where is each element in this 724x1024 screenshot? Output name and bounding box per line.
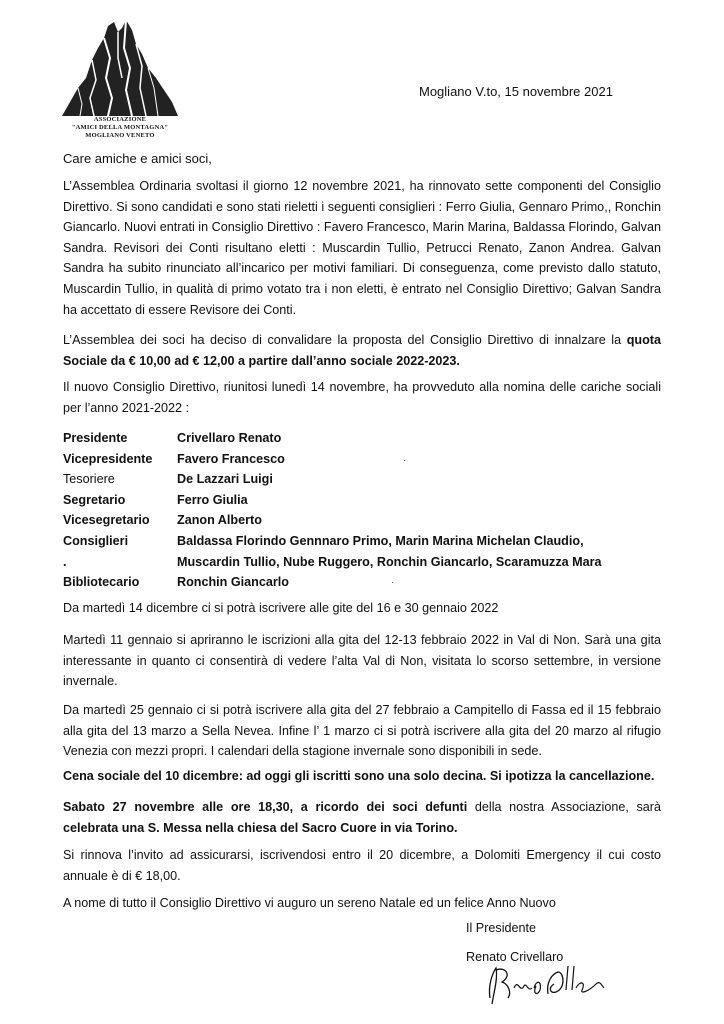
role-name: Favero Francesco — [177, 451, 285, 466]
role-row — [63, 552, 663, 573]
paragraph-mass-bold: Sabato 27 novembre alle ore 18,30, a ricordo dei soci defunti — [63, 800, 468, 814]
handwritten-signature — [478, 958, 608, 1008]
role-label: Vicepresidente — [63, 451, 153, 466]
role-name: Baldassa Florindo Gennnaro Primo, Marin Marina Michelan Claudio, — [177, 533, 584, 548]
role-label: Tesoriere — [63, 472, 115, 487]
role-name: Zanon Alberto — [177, 513, 262, 528]
role-row — [63, 449, 663, 470]
role-name: Crivellaro Renato — [177, 431, 282, 445]
stray-mark: · — [403, 455, 407, 466]
paragraph-quota — [63, 330, 661, 371]
paragraph-assembly: L’Assemblea Ordinaria svoltasi il giorno 12 novembre 2021, ha rinnovato sette componenti del Consiglio Direttivo. Si sono candidati e sono stati rieletti i seguenti consiglieri : Ferro Giulia, Gennaro Primo,, Ronchin Giancarlo. Nuovi entrati in Consiglio Direttivo : Favero Francesco, Marin Marina, Baldassa Florindo, Galvan Sandra. Revisori dei Conti risultano eletti : Muscardin Tullio, Petrucci Renato, Zanon Andrea. Galvan Sandra ha subito rinunciato all’incarico per motivi familiari. Di conseguenza, come previsto dallo statuto, Muscardin Tullio, in qualità di primo votato tra i non eletti, è entrato nel Consiglio Direttivo; Galvan Sandra ha accettato di essere Revisore dei Conti. — [63, 179, 661, 317]
role-row — [63, 531, 663, 552]
role-label: Segretario — [63, 492, 126, 507]
role-name: Muscardin Tullio, Nube Ruggero, Ronchin Giancarlo, Scaramuzza Mara — [177, 554, 602, 569]
role-name: De Lazzari Luigi — [177, 472, 273, 487]
paragraph-january-trips: Da martedì 14 dicembre ci si potrà iscrivere alle gite del 16 e 30 gennaio 2022 — [63, 601, 499, 615]
role-label: Vicesegretario — [63, 513, 150, 528]
paragraph-dinner: Cena sociale del 10 dicembre: ad oggi gli iscritti sono una solo decina. Si ipotizza la cancellazione. — [63, 769, 655, 783]
role-label: Presidente — [63, 431, 128, 445]
mountain-logo — [60, 18, 180, 118]
paragraph-quota-text: L’Assemblea dei soci ha deciso di convalidare la proposta del Consiglio Direttivo di innalzare la — [63, 333, 627, 347]
role-label: . — [63, 554, 67, 569]
letter-date: Mogliano V.to, 15 novembre 2021 — [419, 84, 613, 99]
association-name — [40, 116, 200, 140]
role-name: Ferro Giulia — [177, 492, 248, 507]
signature-title: Il Presidente — [466, 921, 537, 935]
paragraph-val-di-non: Martedì 11 gennaio si apriranno le iscrizioni alla gita del 12-13 febbraio 2022 in Val di Non. Sarà una gita interessante in quanto ci consentirà di vedere l’alta Val di Non, visitata lo scorso settembre, in versione invernale. — [63, 633, 661, 689]
stray-mark: · — [391, 577, 395, 588]
role-label: Consiglieri — [63, 533, 129, 548]
role-label: Bibliotecario — [63, 575, 140, 590]
paragraph-mass-bold: celebrata una S. Messa nella chiesa del Sacro Cuore in via Torino. — [63, 820, 458, 835]
association-line: MOGLIANO VENETO — [85, 132, 155, 139]
role-row — [63, 510, 663, 531]
roles-list — [63, 428, 663, 593]
role-name: Ronchin Giancarlo — [177, 575, 289, 590]
role-row — [63, 428, 663, 449]
paragraph-greetings: A nome di tutto il Consiglio Direttivo vi auguro un sereno Natale ed un felice Anno Nuovo — [63, 896, 556, 910]
greeting: Care amiche e amici soci, — [63, 151, 212, 166]
paragraph-quota-bold: quota Sociale da € 10,00 ad € 12,00 a partire dall’anno sociale 2022-2023. — [63, 333, 661, 368]
role-row — [63, 572, 663, 593]
association-line: "AMICI DELLA MONTAGNA" — [71, 124, 169, 131]
role-row — [63, 490, 663, 511]
paragraph-mass-text: della nostra Associazione, sarà — [467, 800, 661, 814]
paragraph-insurance: Si rinnova l’invito ad assicurarsi, iscrivendosi entro il 20 dicembre, a Dolomiti Emergency il cui costo annuale è di € 18,00. — [63, 848, 661, 883]
paragraph-mass — [63, 797, 661, 838]
role-row — [63, 469, 663, 490]
paragraph-council: Il nuovo Consiglio Direttivo, riunitosi lunedì 14 novembre, ha provveduto alla nomina delle cariche sociali per l’anno 2021-2022 : — [63, 380, 661, 415]
paragraph-winter-trips: Da martedì 25 gennaio ci si potrà iscrivere alla gita del 27 febbraio a Campitello di Fassa ed il 15 febbraio alla gita del 13 marzo a Sella Nevea. Infine l’ 1 marzo ci si potrà iscrivere alla gita del 20 marzo al rifugio Venezia con mezzi propri. I calendari della stagione invernale sono disponibili in sede. — [63, 703, 661, 759]
signature-name: Renato Crivellaro — [466, 950, 564, 964]
association-line: ASSOCIAZIONE — [93, 116, 147, 123]
